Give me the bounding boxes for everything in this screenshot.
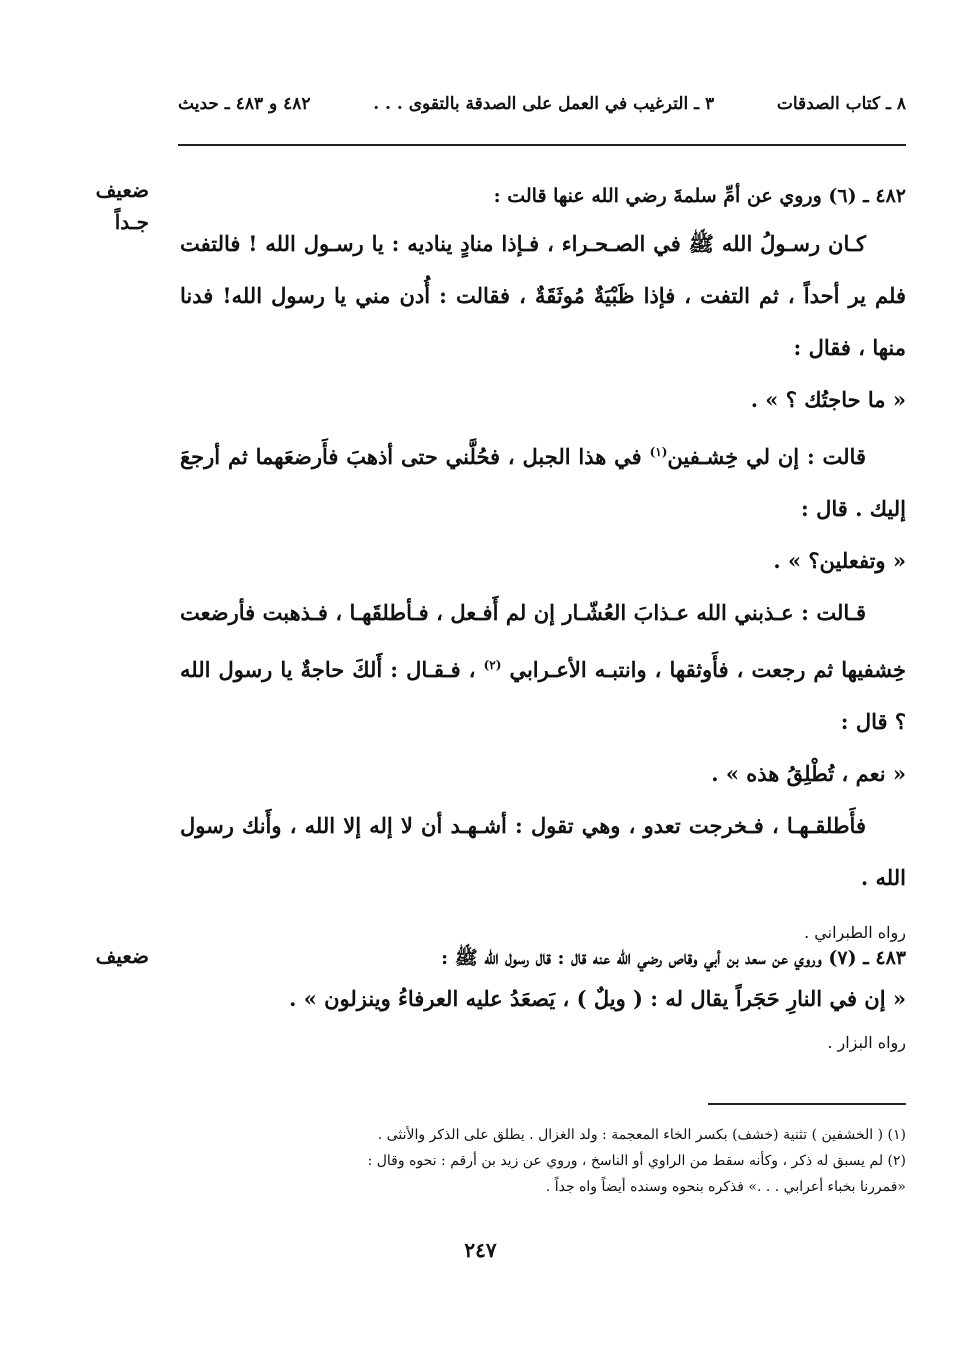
hadith-482-paragraph-4: فأَطلقـهـا ، فـخرجت تعدو ، وهي تقول : أشـهـد أن لا إله إلا الله ، وأَنك رسول الله . — [180, 813, 906, 890]
paragraph-3-text-a: قـالت : عـذبني الله عـذابَ العُشّـار إن لم أَفـعل ، فـأطلقَهـا ، فـذهبت فأرضعت خِشفيها ثم رجعت ، فأَوثقها ، وانتبـه الأعـرابي — [180, 600, 907, 682]
hadith-482-source: رواه الطبراني . — [804, 923, 906, 942]
footnote-2: (٢) لم يسبق له ذكر ، وكأنه سقط من الراوي أو الناسخ ، وروي عن زيد بن أرقم : نحوه وقال : — [367, 1153, 906, 1169]
hadith-483-intro: ٤٨٣ ـ (٧) وروي عن سعد بن أبي وقاص رضي الله عنه قال : قال رسول الله ﷺ : — [441, 947, 906, 969]
header-hadith-range: ٤٨٢ و ٤٨٣ ـ حديث — [178, 94, 311, 114]
hadith-482-quote-3: « نعم ، تُطْلِقُ هذه » . — [711, 761, 906, 786]
footnote-1: (١) ( الخشفين ) تثنية (خشف) بكسر الخاء المعجمة : ولد الغزال . يطلق على الذكر والأنثى . — [377, 1127, 906, 1143]
grade-note-482-line2: جـداً — [114, 210, 149, 234]
hadith-483-source: رواه البزار . — [827, 1033, 906, 1052]
footnote-ref-1[interactable]: (١) — [649, 445, 668, 459]
hadith-482-paragraph-1: كـان رسـولُ الله ﷺ في الصـحـراء ، فـإذا منادٍ يناديه : يا رسـول الله ! فالتفت فلم ير أحداً ، ثم التفت ، فإذا ظَبْيَةٌ مُوثَقَةٌ ، فقالت : أُدن مني يا رسول الله! فدنا منها ، فقال : — [180, 231, 906, 360]
footnotes — [180, 1122, 906, 1200]
header-section: ٣ ـ الترغيب في العمل على الصدقة بالتقوى . . . — [373, 94, 715, 114]
running-header — [178, 94, 906, 114]
grade-note-482-line1: ضعيف — [95, 178, 149, 202]
hadith-482 — [180, 178, 906, 948]
hadith-483 — [180, 940, 906, 1058]
header-divider — [178, 144, 906, 146]
hadith-483-quote: « إن في النارِ حَجَراً يقال له : ( ويلٌ ) ، يَصعَدُ عليه العرفاءُ وينزلون » . — [289, 986, 906, 1011]
hadith-482-quote-2: « وتفعلين؟ » . — [773, 548, 906, 573]
hadith-482-intro: ٤٨٢ ـ (٦) وروي عن أمِّ سلمةَ رضي الله عنها قالت : — [493, 185, 906, 207]
footnote-ref-2[interactable]: (٢) — [483, 658, 502, 672]
grade-note-482 — [96, 174, 149, 238]
grade-note-483: ضعيف — [95, 944, 149, 968]
hadith-482-quote-1: « ما حاجتُك ؟ » . — [750, 387, 906, 412]
paragraph-2-text-b: في هذا الجبل ، فحُلَّني حتى أذهبَ فأَرضعَهما ثم أرجعَ إليك . قال : — [180, 444, 906, 521]
hadith-482-paragraph-2 — [180, 426, 906, 535]
footnote-2-continued: «فمررنا بخباء أعرابي . . .» فذكره بنحوه وسنده أيضاً واه جداً . — [545, 1179, 906, 1195]
paragraph-2-text-a: قالت : إن لي خِشـفين — [667, 444, 866, 469]
hadith-482-paragraph-3 — [180, 587, 906, 748]
header-chapter: ٨ ـ كتاب الصدقات — [776, 94, 906, 114]
page-number: ٢٤٧ — [464, 1238, 497, 1262]
footnote-divider — [708, 1103, 906, 1105]
paragraph-3-text-b: ، فـقـال : أَلكَ حاجةٌ يا رسول الله ؟ قال : — [180, 657, 906, 734]
